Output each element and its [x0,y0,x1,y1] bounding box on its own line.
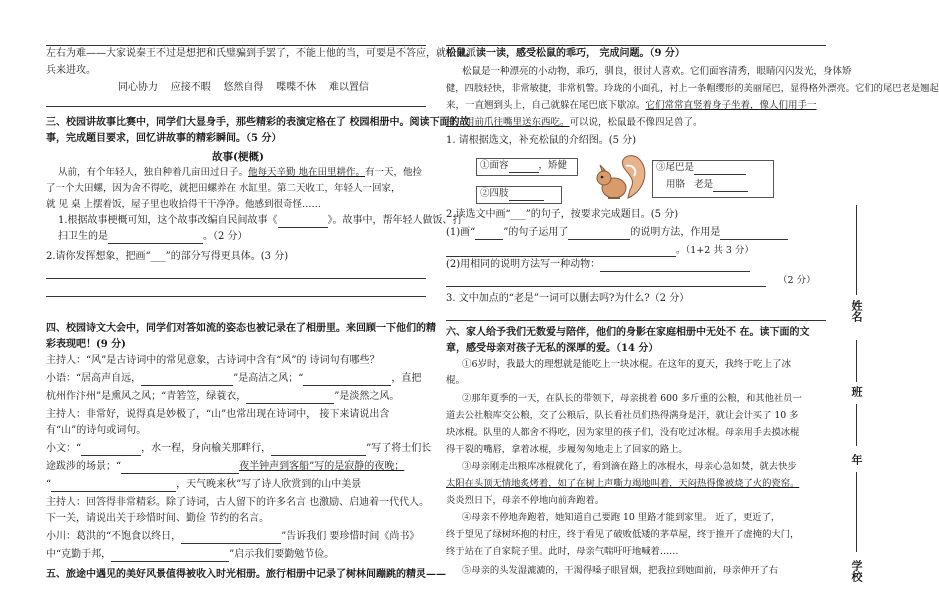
squirrel-p3: 来，一直翘到头上，自己就躲在尾巴底下歇凉。它们常常直竖着身子坐着，像人们用手一 [446,100,817,111]
story-para-4c: 终于站在了自家院子里。此时，母亲气喘吁吁地喊着…… [446,546,679,557]
answer-blank[interactable] [600,271,750,272]
q3-2: 2.请你发挥想象，把画“___”的部分写得更具体。(3 分) [46,251,289,262]
q4-title-1: 四、校园诗文大会中，同学们对答如流的姿态也被记录在了相册里。来回顾一下他们的精 [46,323,436,334]
story-para-4b: 终于望见了绿树环抱的村庄，终于看见了破败低矮的茅草屋，终于推开了虚掩的大门， [446,529,800,540]
side-grade-label: 年 [850,454,863,465]
xiaoyu-line-2: 杭州作汴州”是熏风之风；“青箬笠，绿蓑衣， ”是淡然之风。 [46,391,400,402]
host-1: 主持人：“风”是古诗词中的常见意象，古诗词中含有“风”的 诗词句有哪些？ [46,355,380,366]
story-para-1b: 棍。 [446,375,466,386]
answer-blank[interactable] [694,174,746,175]
top-rule [46,45,426,46]
squirrel-p1: 松鼠是一种漂亮的小动物，乖巧，驯良，很讨人喜欢。它们面容清秀，眼睛闪闪发光，身体矫 [462,66,852,77]
xiaoyu-line-1: 小语：“居高声自远， ”是高洁之风；“ ，直把 [46,373,422,384]
side-school-label: 学校 [850,560,863,582]
story-para-2a: ②那年夏季的一天，在队长的带领下，母亲挑着 600 多斤重的公粮，和其他社员一 [462,393,802,404]
answer-blank[interactable] [246,403,334,404]
story-para-4a: ④母亲不停地奔跑着，她知道自己要跑 10 里路才能到家里。 近了，更近了， [462,512,781,523]
q3-title-1: 三、校园讲故事比赛中，同学们大显身手，那些精彩的表演定格在了 校园相册中。阅读下面的故 [46,117,470,128]
divider [46,106,426,107]
answer-blank[interactable] [509,200,544,201]
story-para-3c: 炎炎烈日下，母亲不停地向前奔跑着。 [446,495,605,506]
r-q3: 3. 文中加点的“老是”一词可以删去吗?为什么?（2 分） [446,293,690,304]
r-q2-2: (2)用相同的说明方法写一种动物： [446,258,750,272]
r-q2-1: (1)画“ ”的句子运用了 的说明方法，作用是 [446,226,788,240]
q6-title-2: 章，感受母亲对孩子无私的深厚的爱。（14 分） [446,343,659,354]
idiom-2: 应接不暇 [170,82,211,93]
q3-1-line-2: 扫卫生的是 。（2 分） [58,231,248,242]
squirrel-p2: 健，四肢轻快，非常敏捷，非常机警。玲珑的小面孔，衬上一条帽缨形的美丽尾巴，显得格外漂亮。它们的尾巴老是翘起 [446,83,939,94]
story-line-3: 就 见 桌 上摆着饭，屋子里也收拾得干干净净。他感到很奇怪…… [46,199,322,210]
q3-title-2: 事，完成题目要求，回忆讲故事的精彩瞬间。（5 分） [46,133,282,144]
xiaowen-line-1: 小文：“ ，水一程，身向榆关那畔行， ”写了将士们长 [46,443,432,454]
r-title: 松鼠。读一读，感受松鼠的乖巧， 完成问题。（9 分） [446,48,685,59]
diag-tail-2: 用胳 老是 [666,178,748,192]
answer-blank[interactable] [271,455,366,456]
answer-blank[interactable] [111,561,229,562]
xiaochuan-line-2: 中“克勤于邦， ”启示我们要勤勉节俭。 [46,549,335,560]
answer-blank[interactable] [278,227,328,228]
diag-tail: ③尾巴是 [656,161,746,175]
intro-line-1: 左右为难——大家说秦王不过是想把和氏璧骗到手罢了，不能上他的当，可要是不答应，就怕他派 [46,48,476,59]
answer-blank[interactable] [568,239,630,240]
answer-line[interactable] [446,286,766,287]
q4-title-2: 彩表现吧！(9 分) [46,339,126,350]
q3-1-line-1: 1.根据故事梗概可知，这个故事改编自民间故事《 》。故事中，帮年轻人做饭、打 [58,215,463,226]
top-rule-right [446,45,826,46]
answer-blank[interactable] [108,243,203,244]
answer-blank[interactable] [51,491,176,492]
side-class-label: 班 [850,386,863,397]
answer-line[interactable] [46,278,426,279]
host-3-line-1: 主持人：回答得非常精彩。除了诗词，古人留下的许多名言 也激励、启迪着一代代人。 [46,497,430,508]
diag-limbs: ②四肢 [480,187,544,201]
host-2-line-1: 主持人：非常好，说得真是妙极了，“山”也常出现在诗词中， 接下来请说出含 [46,409,390,420]
intro-line-2: 兵来进攻。 [46,65,96,76]
side-name-label: 姓名 [850,300,863,322]
answer-blank[interactable] [181,543,281,544]
idiom-list [118,81,369,95]
side-line-grade[interactable] [856,404,857,446]
answer-blank[interactable] [713,191,748,192]
r-q1: 1. 请根据选文，补充松鼠的介绍图。(5 分) [446,135,637,146]
r-q2-2-score: （2 分） [778,275,816,286]
diag-face: ①面容 ，矫健 [480,160,568,171]
answer-blank[interactable] [121,473,239,474]
host-2-line-2: 有“山”的诗句或词句。 [46,425,147,436]
answer-blank[interactable] [141,385,233,386]
story-line-1: 从前，有个年轻人，独自种着几亩田过日子。他每天辛勤 地在田里耕作。有一天，他捡 [58,167,423,178]
xiaochuan-line-1: 小川：葛洪的“不饱食以终日， ”告诉我们 要珍惜时间《尚书》 [46,531,420,542]
story-para-2c: 块冰棍。队里的人都舍不得吃，因为家里的孩子们，没有吃过冰棍。母亲用手去摸冰棍 [446,427,800,438]
story-para-2b: 道去公社粮库交公粮，交了公粮后，队长看社员们热得满身是汗，就让会计买了 10 多 [446,410,799,421]
answer-blank[interactable] [509,172,539,173]
q5-title: 五、旅途中遇见的美好风景值得被收入时光相册。旅行相册中记录了树林间蹦跳的精灵—— [46,569,446,580]
answer-line[interactable] [446,256,676,257]
r-q2: 2.读选文中画“___”的句子，按要求完成题目。(5 分) [446,209,679,220]
host-3-line-2: 下一关，请说出关于珍惜时间、勤俭 节约的名言。 [46,513,270,524]
squirrel-icon [588,150,650,202]
idiom-4: 喋喋不休 [276,82,317,93]
story-line-2: 了一个大田螺，因为舍不得吃，就把田螺养在 水缸里。第二天收工，年轻人一回家， [46,183,401,194]
idiom-1: 同心协力 [118,82,158,93]
q6-title-1: 六、家人给予我们无数爱与陪伴，他们的身影在家庭相册中无处不 在。读下面的文 [446,327,810,338]
answer-line[interactable] [46,296,426,297]
answer-blank[interactable] [303,385,391,386]
answer-line[interactable] [446,320,826,321]
story-para-1a: ①6岁时，我最大的理想就是能吃上一块冰棍。在这年的夏天，我终于吃上了冰 [462,359,792,370]
xiaowen-line-3: “ ，天气晚来秋”写了诗人欣赏到的山中美景 [46,479,362,490]
side-line-name[interactable] [856,205,857,295]
idiom-3: 悠然自得 [223,82,264,93]
squirrel-p4: 样，用前爪往嘴里送东西吃。可以说，松鼠最不像四足兽了。 [446,117,703,128]
xiaowen-line-2: 途跋涉的场景；“ 夜半钟声到客船”写的是寂静的夜晚； [46,461,405,472]
story-para-5a: ⑤母亲的头发湿漉漉的，干渴得嗓子眼冒烟，把我拉到她面前，母亲伸开了右 [462,565,779,576]
story-para-2d: 得干裂的嘴唇，拿着冰棍，步履匆匆地走上了回家的路上。 [446,444,688,455]
answer-blank[interactable] [720,239,788,240]
side-line-class[interactable] [856,340,857,382]
story-title: 故事(梗概) [212,151,264,163]
side-line-school[interactable] [856,472,857,552]
story-para-3a: ③母亲刚走出粮库冰棍就化了，看到滴在路上的冰棍水，母亲心急如焚，就去快步 [462,461,797,472]
answer-blank[interactable] [81,455,141,456]
idiom-5: 难以置信 [328,82,369,93]
answer-blank[interactable] [475,239,503,240]
story-para-3b: 太阳在头顶无情地炙烤着，如了在树上声嘶力竭地叫着，天闷热得像被烧了火的瓷窑。 [446,478,800,489]
r-q2-score: 。（1+2 共 3 分） [676,245,754,256]
